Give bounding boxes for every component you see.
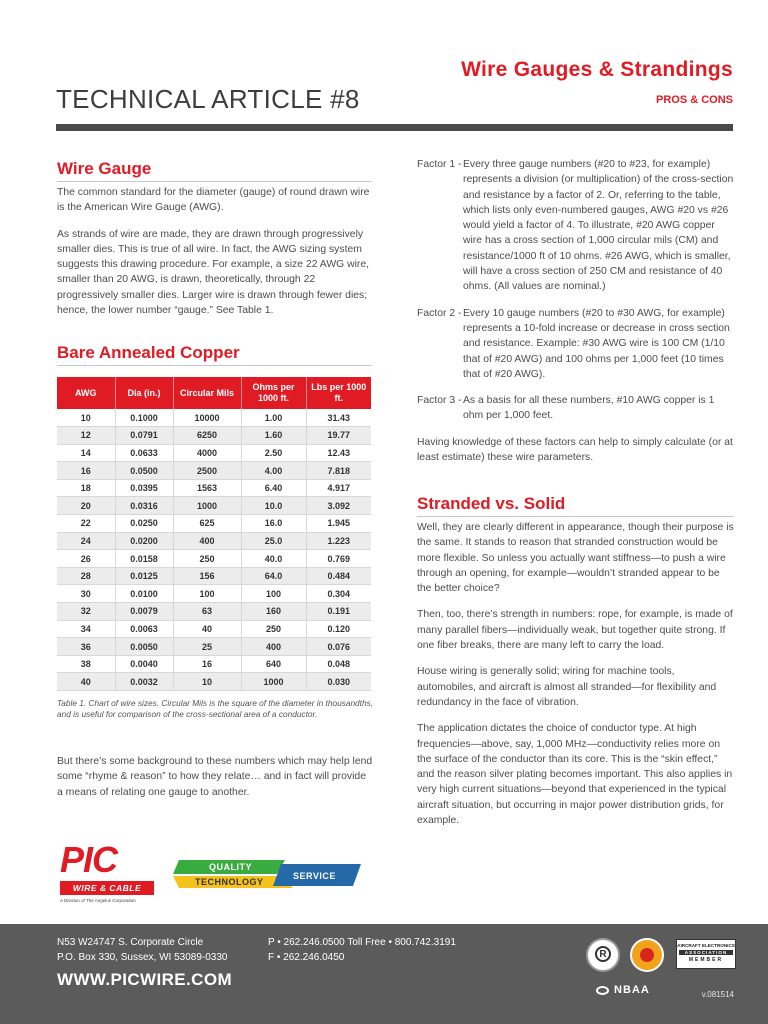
table-cell: 7.818: [306, 462, 371, 480]
table-cell: 400: [173, 532, 241, 550]
table-cell: 250: [173, 550, 241, 568]
table-cell: 12: [57, 427, 115, 445]
table-cell: 0.0395: [115, 479, 173, 497]
table-cell: 64.0: [241, 567, 306, 585]
table-cell: 40: [57, 673, 115, 691]
table-cell: 40.0: [241, 550, 306, 568]
table-cell: 0.304: [306, 585, 371, 603]
paragraph: The common standard for the diameter (gauge) of round drawn wire is the American Wire Gauge (AWG).: [57, 187, 370, 214]
table-cell: 0.0316: [115, 497, 173, 515]
table-cell: 0.0050: [115, 638, 173, 656]
table-cell: 18: [57, 479, 115, 497]
table-row: [57, 673, 371, 691]
table-row: [57, 585, 371, 603]
table-cell: 640: [241, 655, 306, 673]
header-rule: [56, 124, 733, 131]
table-cell: 1.223: [306, 532, 371, 550]
aea-member-badge: [676, 939, 736, 969]
table-cell: 28: [57, 567, 115, 585]
table-cell: 625: [173, 515, 241, 533]
table-cell: 10.0: [241, 497, 306, 515]
column-header: Circular Mils: [173, 377, 241, 409]
factor-label: Factor 2 -: [417, 307, 462, 319]
table-cell: 0.030: [306, 673, 371, 691]
table-cell: 156: [173, 567, 241, 585]
table-row: [57, 550, 371, 568]
nbaa-globe-icon: [596, 986, 609, 995]
footer: [0, 924, 768, 1024]
table-cell: 30: [57, 585, 115, 603]
table-cell: 0.0158: [115, 550, 173, 568]
version-label: v.081514: [701, 990, 734, 999]
factor-item: [417, 306, 734, 382]
table-cell: 6.40: [241, 479, 306, 497]
table-cell: 0.048: [306, 655, 371, 673]
paragraph: But there’s some background to these numbers which may help lend some “rhyme & reason” to how they relate… and in fact will provide a means of relating one gauge to another.: [57, 756, 373, 798]
nbaa-logo: [596, 984, 650, 996]
paragraph: Then, too, there’s strength in numbers: rope, for example, is made of many parallel fibers—individually weak, but together quite strong. If one fiber breaks, there are many left to carry the load.: [417, 609, 733, 652]
table-cell: 0.191: [306, 603, 371, 621]
table-cell: 3.092: [306, 497, 371, 515]
table-cell: 0.120: [306, 620, 371, 638]
table-cell: 160: [241, 603, 306, 621]
table-cell: 63: [173, 603, 241, 621]
table-cell: 34: [57, 620, 115, 638]
table-row: [57, 515, 371, 533]
table-cell: 0.0032: [115, 673, 173, 691]
table-row: [57, 444, 371, 462]
table-cell: 32: [57, 603, 115, 621]
table-cell: 6250: [173, 427, 241, 445]
section-rule: [57, 365, 372, 366]
table-cell: 1.945: [306, 515, 371, 533]
table-row: [57, 497, 371, 515]
table-cell: 0.0100: [115, 585, 173, 603]
table-cell: 4000: [173, 444, 241, 462]
table-cell: 31.43: [306, 409, 371, 427]
table-cell: 38: [57, 655, 115, 673]
table-cell: 0.0063: [115, 620, 173, 638]
table-row: [57, 603, 371, 621]
address-line-1: N53 W24747 S. Corporate Circle: [57, 937, 204, 948]
column-header: Ohms per 1000 ft.: [241, 377, 306, 409]
column-header: AWG: [57, 377, 115, 409]
factor-item: [417, 393, 734, 424]
aea-line-3: MEMBER: [688, 957, 724, 963]
background-text: [57, 754, 373, 811]
quality-label: QUALITY: [209, 862, 252, 872]
table-body: [57, 409, 371, 691]
technical-article-label: TECHNICAL ARTICLE #8: [56, 84, 360, 114]
factor-text: Every 10 gauge numbers (#20 to #30 AWG, for example) represents a 10-fold increase or decrease in cross section and resistance. Example: #30 AWG wire is 100 CM (1/10 that of #20 AWG) and 100 ohms per 1,000 feet (10 times that of #20 AWG).: [463, 307, 730, 380]
table-cell: 100: [173, 585, 241, 603]
pic-logo: [60, 839, 160, 906]
table-cell: 25: [173, 638, 241, 656]
factor-text: As a basis for all these numbers, #10 AWG copper is 1 ohm per 1,000 feet.: [463, 395, 715, 422]
paragraph: The application dictates the choice of conductor type. At high frequencies—above, say, 1,000 MHz—conductivity relies more on the surface of the conductor than its core. This is the “skin effect,” and the reason silver plating becomes important. This also applies in very high current situations—beyond that experienced in the typical aircraft situation, but occurring in major power distribution grids, for example.: [417, 723, 733, 827]
table-cell: 0.769: [306, 550, 371, 568]
aea-line-2: ASSOCIATION: [679, 950, 733, 955]
table-cell: 10: [57, 409, 115, 427]
table-header-row: [57, 377, 371, 409]
table-row: [57, 462, 371, 480]
table-cell: 0.0079: [115, 603, 173, 621]
division-text: A Division of The Angelus Corporation: [60, 898, 136, 903]
aea-line-1: AIRCRAFT ELECTRONICS: [677, 943, 735, 948]
quality-service-badge: [173, 856, 365, 902]
bare-copper-heading: Bare Annealed Copper: [57, 343, 240, 362]
wire-size-table: [57, 377, 371, 691]
fax-line: F • 262.246.0450: [268, 952, 345, 963]
table-row: [57, 638, 371, 656]
table-cell: 36: [57, 638, 115, 656]
website-link[interactable]: WWW.PICWIRE.COM: [57, 970, 233, 989]
section-rule: [417, 516, 734, 517]
table-cell: 0.0200: [115, 532, 173, 550]
table-cell: 1.00: [241, 409, 306, 427]
table-row: [57, 409, 371, 427]
address-line-2: P.O. Box 330, Sussex, WI 53089-0330: [57, 952, 228, 963]
table-row: [57, 567, 371, 585]
factor-text: Every three gauge numbers (#20 to #23, for example) represents a division (or multiplication) of the cross-section and resistance by a factor of 2. Or, referring to the table, which lists only even-numbered gauges, AWG #20 vs #26 would yield a factor of 4. To illustrate, #20 AWG copper wire has a cross section of 1,000 circular mils (CM) and resistance/1000 ft of 10 ohms. #26 AWG, which is smaller, will have a cross section of 250 CM and resistance of 40 ohms. (All values are nominal.): [463, 159, 734, 293]
table-cell: 10000: [173, 409, 241, 427]
table-cell: 0.0633: [115, 444, 173, 462]
table-cell: 40: [173, 620, 241, 638]
factors-list: [417, 157, 734, 476]
article-subtitle: PROS & CONS: [655, 94, 733, 106]
table-cell: 16.0: [241, 515, 306, 533]
table-cell: 0.0250: [115, 515, 173, 533]
table-cell: 16: [173, 655, 241, 673]
table-cell: 1000: [173, 497, 241, 515]
table-cell: 0.0125: [115, 567, 173, 585]
pic-wordmark: PIC: [60, 839, 118, 880]
nbaa-label: NBAA: [614, 984, 650, 996]
table-cell: 24: [57, 532, 115, 550]
table-cell: 4.917: [306, 479, 371, 497]
table-cell: 26: [57, 550, 115, 568]
table-cell: 12.43: [306, 444, 371, 462]
table-cell: 16: [57, 462, 115, 480]
article-title: Wire Gauges & Strandings: [461, 58, 733, 81]
seal-letter: R: [595, 946, 611, 962]
table-cell: 0.076: [306, 638, 371, 656]
table-cell: 2500: [173, 462, 241, 480]
table-cell: 1.60: [241, 427, 306, 445]
table-row: [57, 620, 371, 638]
table-cell: 1000: [241, 673, 306, 691]
column-header: Dia (in.): [115, 377, 173, 409]
table-cell: 0.1000: [115, 409, 173, 427]
table-row: [57, 479, 371, 497]
column-header: Lbs per 1000 ft.: [306, 377, 371, 409]
paragraph: As strands of wire are made, they are drawn through progressively smaller dies. This is true of all wire. In fact, the AWG sizing system suggests this drawing procedure. For example, a size 22 AWG wire, smaller than 20 AWG, is drawn, theoretically, through 22 progressively smaller dies. Larger wire is drawn through fewer dies; hence, the lower number “gauge.” See Table 1.: [57, 228, 370, 317]
technology-label: TECHNOLOGY: [195, 877, 264, 887]
table-cell: 0.0500: [115, 462, 173, 480]
table-cell: 2.50: [241, 444, 306, 462]
wire-gauge-heading: Wire Gauge: [57, 159, 152, 178]
table-row: [57, 427, 371, 445]
table-cell: 25.0: [241, 532, 306, 550]
table-cell: 10: [173, 673, 241, 691]
paragraph: Having knowledge of these factors can help to simply calculate (or at least estimate) these wire parameters.: [417, 436, 733, 464]
section-rule: [57, 181, 372, 182]
paragraph: Well, they are clearly different in appearance, though their purpose is the same. It stands to reason that stranded construction would be more flexible. So unless you actually want stiffness—to push a wire through an opening, for example—wouldn’t stranded appear to be the better choice?: [417, 522, 734, 595]
table-cell: 400: [241, 638, 306, 656]
stranded-solid-heading: Stranded vs. Solid: [417, 494, 566, 513]
paragraph: House wiring is generally solid; wiring for machine tools, automobiles, and aircraft is almost all stranded—for flexibility and redundancy in the face of vibration.: [417, 666, 717, 708]
factor-label: Factor 1 -: [417, 159, 462, 170]
wire-cable-bar: WIRE & CABLE: [60, 881, 154, 895]
stranded-text: [417, 520, 734, 839]
table-cell: 1563: [173, 479, 241, 497]
table-cell: 0.484: [306, 567, 371, 585]
table-cell: 250: [241, 620, 306, 638]
table-row: [57, 655, 371, 673]
service-label: SERVICE: [293, 871, 336, 881]
factor-label: Factor 3 -: [417, 395, 462, 407]
table-cell: 14: [57, 444, 115, 462]
wire-gauge-text: [57, 185, 373, 329]
table-row: [57, 532, 371, 550]
table-caption: Table 1. Chart of wire sizes. Circular Mils is the square of the diameter in thousandths, and is useful for comparison of the cross-sectional area of a conductor.: [57, 698, 374, 719]
table-cell: 20: [57, 497, 115, 515]
table-cell: 0.0040: [115, 655, 173, 673]
table-cell: 19.77: [306, 427, 371, 445]
table-cell: 4.00: [241, 462, 306, 480]
certification-seal-icon: [630, 938, 664, 972]
table-cell: 0.0791: [115, 427, 173, 445]
table-cell: 22: [57, 515, 115, 533]
factor-item: [417, 157, 734, 295]
phone-line: P • 262.246.0500 Toll Free • 800.742.3191: [268, 937, 456, 948]
table-cell: 100: [241, 585, 306, 603]
registered-seal-icon: [586, 938, 620, 972]
